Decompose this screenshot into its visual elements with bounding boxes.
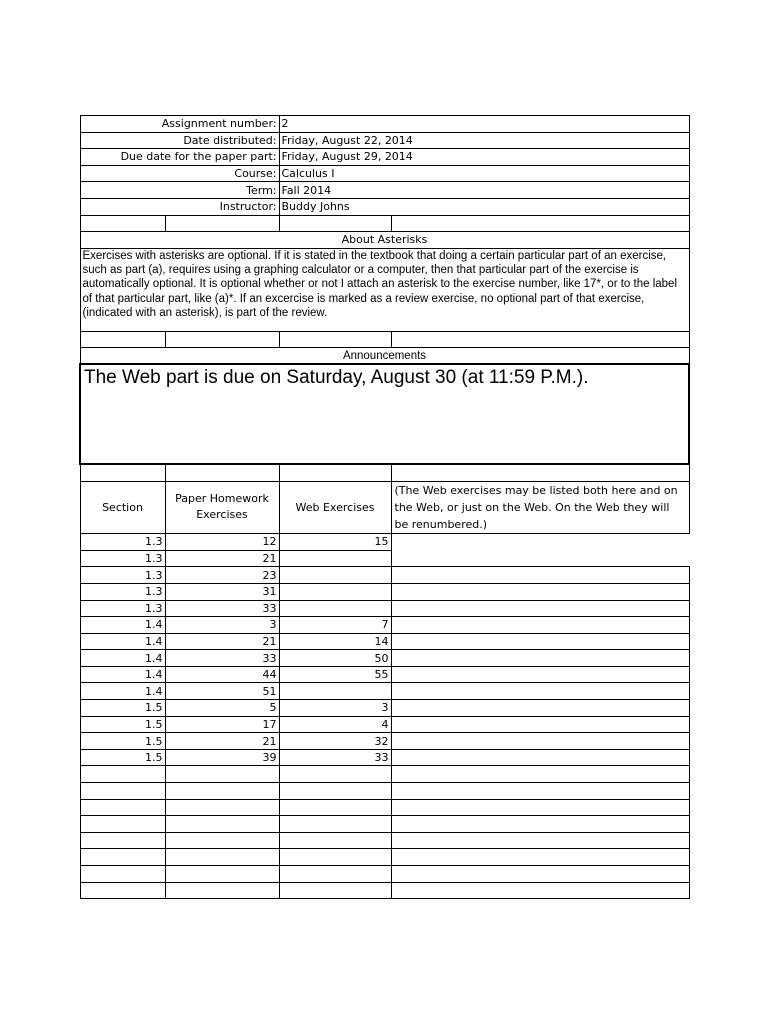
blank-row — [80, 866, 689, 883]
exercise-web — [279, 567, 391, 584]
term-label: Term: — [80, 182, 279, 199]
assignment-value: 2 — [279, 116, 689, 133]
due-value: Friday, August 29, 2014 — [279, 149, 689, 166]
exercise-paper: 21 — [165, 550, 279, 567]
assignment-table — [79, 115, 690, 899]
col-header-section: Section — [80, 481, 165, 534]
exercise-section: 1.4 — [80, 683, 165, 700]
distributed-value: Friday, August 22, 2014 — [279, 132, 689, 149]
course-label: Course: — [80, 165, 279, 182]
assignment-label: Assignment number: — [80, 116, 279, 133]
exercise-row — [80, 534, 689, 551]
announcements-box — [80, 364, 689, 464]
exercise-section: 1.3 — [80, 534, 165, 551]
exercise-paper: 21 — [165, 633, 279, 650]
exercise-row — [80, 567, 689, 584]
exercise-paper: 39 — [165, 749, 279, 766]
due-label: Due date for the paper part: — [80, 149, 279, 166]
exercise-paper: 31 — [165, 583, 279, 600]
exercise-paper: 12 — [165, 534, 279, 551]
blank-row — [80, 832, 689, 849]
exercise-row — [80, 716, 689, 733]
exercise-web — [279, 550, 391, 567]
exercise-row — [80, 683, 689, 700]
exercise-web: 55 — [279, 666, 391, 683]
blank-row — [80, 849, 689, 866]
exercise-row — [80, 749, 689, 766]
exercise-row — [80, 600, 689, 617]
blank-row — [80, 331, 689, 348]
exercise-web: 50 — [279, 650, 391, 667]
exercise-web: 14 — [279, 633, 391, 650]
exercise-web — [279, 683, 391, 700]
exercise-section: 1.3 — [80, 550, 165, 567]
exercise-web — [279, 600, 391, 617]
exercise-paper: 5 — [165, 700, 279, 717]
exercise-section: 1.4 — [80, 633, 165, 650]
exercise-section: 1.5 — [80, 733, 165, 750]
blank-row — [80, 464, 689, 481]
exercise-paper: 23 — [165, 567, 279, 584]
blank-row — [80, 783, 689, 800]
blank-row — [80, 816, 689, 833]
exercise-section: 1.5 — [80, 716, 165, 733]
announcements-text: The Web part is due on Saturday, August 30 (at 11:59 P.M.). — [84, 367, 589, 389]
exercise-paper: 21 — [165, 733, 279, 750]
announcements-title: Announcements — [80, 348, 689, 365]
exercise-section: 1.3 — [80, 600, 165, 617]
blank-row — [80, 882, 689, 899]
exercise-paper: 51 — [165, 683, 279, 700]
exercise-paper: 17 — [165, 716, 279, 733]
exercise-web: 3 — [279, 700, 391, 717]
exercise-paper: 44 — [165, 666, 279, 683]
course-value: Calculus I — [279, 165, 689, 182]
exercise-paper: 33 — [165, 650, 279, 667]
exercise-section: 1.4 — [80, 617, 165, 634]
exercise-row — [80, 617, 689, 634]
blank-row — [80, 799, 689, 816]
asterisks-text: Exercises with asterisks are optional. If it is stated in the textbook that doing a certain particular part of an exercise, such as part (a), requires using a graphing calculator or a computer, then that particular part of the exercise is automatically optional. It is optional whether or not I attach an asterisk to the exercise number, like 17*, or to the label of that particular part, like (a)*. If an excercise is marked as a review exercise, no optional part of that exercise, (indicated with an asterisk), is part of the review. — [80, 248, 689, 331]
col-header-paper: Paper Homework Exercises — [165, 481, 279, 534]
exercise-row — [80, 650, 689, 667]
exercise-web: 15 — [279, 534, 391, 551]
instructor-value: Buddy Johns — [279, 198, 689, 215]
exercise-section: 1.5 — [80, 749, 165, 766]
exercise-section: 1.3 — [80, 583, 165, 600]
exercise-web: 7 — [279, 617, 391, 634]
exercise-paper: 3 — [165, 617, 279, 634]
web-note: (The Web exercises may be listed both here and on the Web, or just on the Web. On the Web they will be renumbered.) — [391, 481, 689, 534]
exercise-row — [80, 733, 689, 750]
exercise-row — [80, 583, 689, 600]
instructor-label: Instructor: — [80, 198, 279, 215]
blank-row — [80, 766, 689, 783]
exercise-row — [80, 700, 689, 717]
exercise-section: 1.3 — [80, 567, 165, 584]
exercise-section: 1.4 — [80, 650, 165, 667]
exercise-paper: 33 — [165, 600, 279, 617]
col-header-web: Web Exercises — [279, 481, 391, 534]
exercise-row — [80, 550, 689, 567]
exercise-section: 1.5 — [80, 700, 165, 717]
exercise-section: 1.4 — [80, 666, 165, 683]
exercise-web — [279, 583, 391, 600]
exercise-row — [80, 633, 689, 650]
assignment-sheet — [79, 115, 688, 899]
asterisks-title: About Asterisks — [80, 232, 689, 249]
exercise-row — [80, 666, 689, 683]
exercise-web: 32 — [279, 733, 391, 750]
blank-row — [80, 215, 689, 232]
exercise-web: 4 — [279, 716, 391, 733]
term-value: Fall 2014 — [279, 182, 689, 199]
distributed-label: Date distributed: — [80, 132, 279, 149]
exercise-web: 33 — [279, 749, 391, 766]
